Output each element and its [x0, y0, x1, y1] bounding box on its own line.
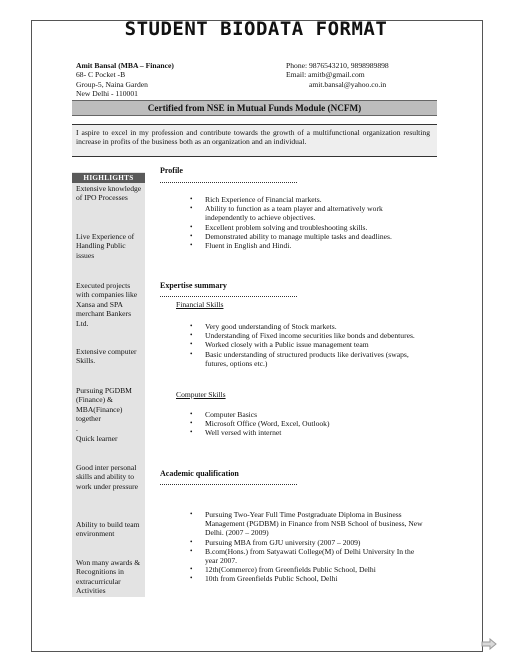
- certification-banner: Certified from NSE in Mutual Funds Module (NCFM): [72, 100, 437, 116]
- bullet-icon: •: [190, 419, 193, 428]
- contact-left: [76, 61, 266, 99]
- bullet-icon: •: [190, 204, 193, 213]
- list-item: • Well versed with internet: [190, 428, 282, 438]
- computer-skills-heading: Computer Skills: [176, 390, 226, 399]
- list-item: • B.com(Hons.) from Satyawati College(M) of Delhi University In the year 2007.: [190, 546, 415, 566]
- profile-list: [190, 195, 418, 250]
- list-item: • Rich Experience of Financial markets.: [190, 195, 322, 204]
- expertise-heading: Expertise summary: [160, 281, 227, 290]
- highlight-item: .: [76, 424, 78, 433]
- bullet-icon: •: [190, 195, 193, 203]
- section-divider: [160, 484, 297, 485]
- highlight-item: Live Experience of Handling Public issues: [76, 232, 135, 260]
- bullet-icon: •: [190, 331, 193, 340]
- candidate-name: Amit Bansal (MBA – Finance): [76, 61, 174, 70]
- bullet-icon: •: [190, 231, 193, 240]
- highlight-item: Pursuing PGDBM (Finance) & MBA(Finance) together: [76, 386, 132, 424]
- email-secondary: amit.bansal@yahoo.co.in: [309, 79, 387, 89]
- list-item: • Very good understanding of Stock markets.: [190, 322, 337, 331]
- highlight-item: Good inter personal skills and ability to work under pressure: [76, 463, 138, 491]
- bullet-icon: •: [190, 574, 193, 583]
- section-divider: [160, 182, 297, 183]
- highlights-heading: HIGHLIGHTS: [72, 173, 145, 183]
- bullet-icon: •: [190, 349, 193, 358]
- bullet-icon: •: [190, 565, 193, 574]
- bullet-icon: •: [190, 322, 193, 330]
- next-page-arrow-icon[interactable]: [481, 638, 497, 650]
- list-item: • Basic understanding of structured products like derivatives (swaps, futures, options etc.): [190, 349, 409, 368]
- list-item: • Understanding of Fixed income securities like bonds and debentures.: [190, 331, 415, 341]
- computer-skills-list: [190, 410, 418, 438]
- list-item: • Pursuing Two-Year Full Time Postgraduate Diploma in Business Management (PGDBM) in Finance from NSB School of business, New Delhi. (2007 – 2009): [190, 510, 423, 538]
- address-line: Group-5, Naina Garden: [76, 79, 148, 89]
- page-title: STUDENT BIODATA FORMAT: [124, 18, 388, 40]
- list-item: • Ability to function as a team player and alternatively work independently to achieve objectives.: [190, 204, 383, 223]
- objective-text: I aspire to excel in my profession and contribute towards the growth of a multifunctional organization resulting increase in profits of the business both as an organization and an individual.: [76, 128, 430, 147]
- phone: Phone: 9876543210, 9898989898: [286, 61, 389, 70]
- highlight-item: Executed projects with companies like Xansa and SPA merchant Bankers Ltd.: [76, 281, 138, 328]
- bullet-icon: •: [190, 222, 193, 231]
- list-item: • Pursuing MBA from GJU university (2007 – 2009): [190, 537, 361, 547]
- email-primary: Email: amitb@gmail.com: [286, 70, 365, 80]
- highlight-item: Ability to build team environment: [76, 520, 140, 539]
- bullet-icon: •: [190, 241, 193, 250]
- bullet-icon: •: [190, 546, 193, 555]
- address-line: 68- C Pocket -B: [76, 70, 126, 80]
- list-item: • Fluent in English and Hindi.: [190, 241, 292, 251]
- bullet-icon: •: [190, 340, 193, 349]
- profile-heading: Profile: [160, 166, 183, 175]
- academic-heading: Academic qualification: [160, 469, 239, 478]
- bullet-icon: •: [190, 537, 193, 546]
- highlight-item: Won many awards & Recognitions in extracurricular Activities: [76, 558, 141, 596]
- list-item: • Computer Basics: [190, 410, 258, 419]
- list-item: • Excellent problem solving and troubleshooting skills.: [190, 222, 368, 232]
- list-item: • Microsoft Office (Word, Excel, Outlook): [190, 419, 330, 429]
- financial-skills-list: [190, 322, 430, 368]
- bullet-icon: •: [190, 428, 193, 437]
- list-item: • Worked closely with a Public issue management team: [190, 340, 369, 350]
- contact-right: [286, 61, 476, 89]
- academic-list: [190, 510, 428, 584]
- list-item: • 12th(Commerce) from Greenfields Public School, Delhi: [190, 565, 376, 575]
- financial-skills-heading: Financial Skills: [176, 300, 224, 309]
- highlight-item: Quick learner: [76, 434, 118, 443]
- list-item: • 10th from Greenfields Public School, Delhi: [190, 574, 338, 584]
- list-item: • Demonstrated ability to manage multiple tasks and deadlines.: [190, 231, 392, 241]
- section-divider: [160, 296, 297, 297]
- highlight-item: Extensive knowledge of IPO Processes: [76, 184, 142, 203]
- address-line: New Delhi - 110001: [76, 89, 138, 99]
- highlight-item: Extensive computer Skills.: [76, 347, 137, 366]
- bullet-icon: •: [190, 510, 193, 518]
- bullet-icon: •: [190, 410, 193, 418]
